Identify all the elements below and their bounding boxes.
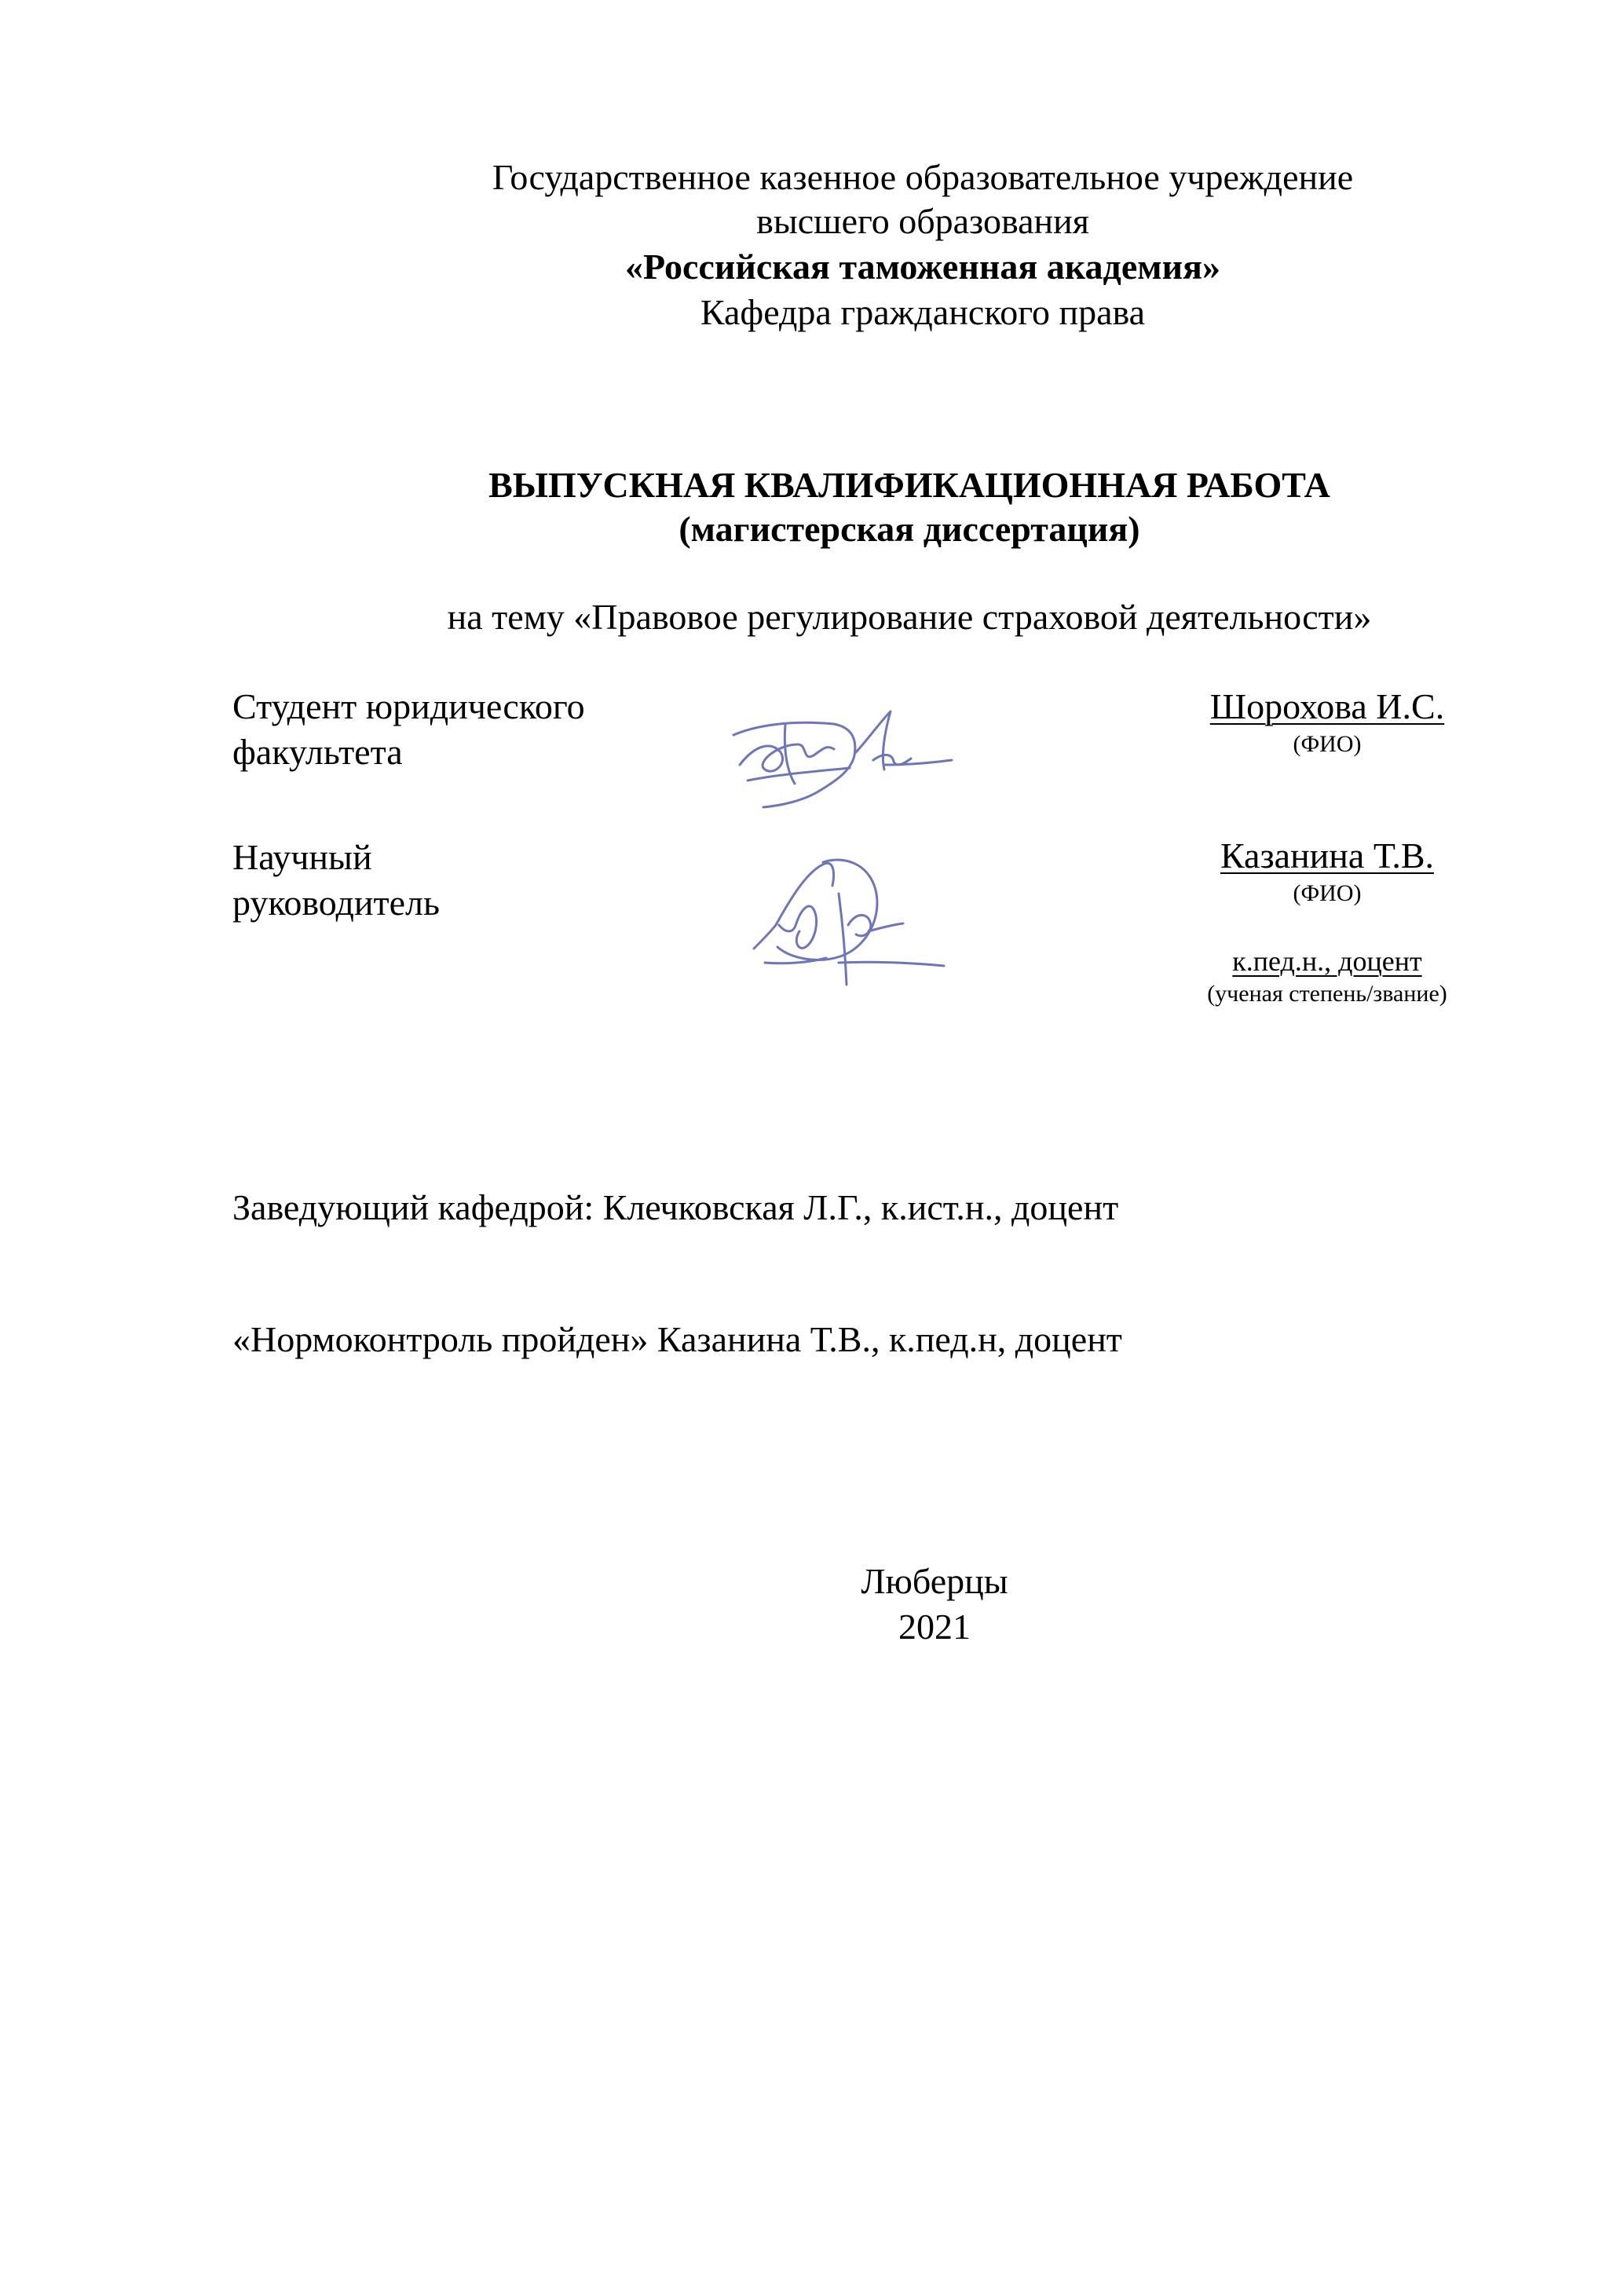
head-of-department: Заведующий кафедрой: Клечковская Л.Г., к.ист.н., доцент [232,1187,1119,1227]
student-name-caption: (ФИО) [1293,731,1362,757]
work-subtitle: (магистерская диссертация) [678,509,1140,549]
student-name: Шорохова И.С. [1209,686,1445,726]
work-title: ВЫПУСКНАЯ КВАЛИФИКАЦИОННАЯ РАБОТА [488,465,1330,505]
student-signature [716,689,967,815]
normcontrol-line: «Нормоконтроль пройден» Казанина Т.В., к.пед.н, доцент [232,1319,1122,1359]
work-topic: на тему «Правовое регулирование страховой деятельности» [447,597,1372,637]
supervisor-degree-caption: (ученая степень/звание) [1207,981,1447,1007]
supervisor-name-block [1178,834,1476,909]
year: 2021 [898,1607,971,1647]
student-label-line-1: Студент юридического [232,686,585,726]
supervisor-degree-block [1162,944,1492,1010]
student-label-line-2: факультета [232,732,403,772]
student-name-block [1178,685,1476,760]
supervisor-signature [738,846,974,988]
institution-line-2: высшего образования [756,201,1089,241]
supervisor-label-line-1: Научный [232,837,372,877]
institution-line-1: Государственное казенное образовательное учреждение [492,157,1354,197]
academy-name: «Российская таможенная академия» [625,247,1220,287]
department-name: Кафедра гражданского права [700,292,1146,332]
supervisor-name-caption: (ФИО) [1293,880,1362,906]
supervisor-label-line-2: руководитель [232,883,440,923]
city: Люберцы [861,1561,1008,1601]
supervisor-name: Казанина Т.В. [1220,835,1435,876]
supervisor-degree: к.пед.н., доцент [1232,945,1422,977]
